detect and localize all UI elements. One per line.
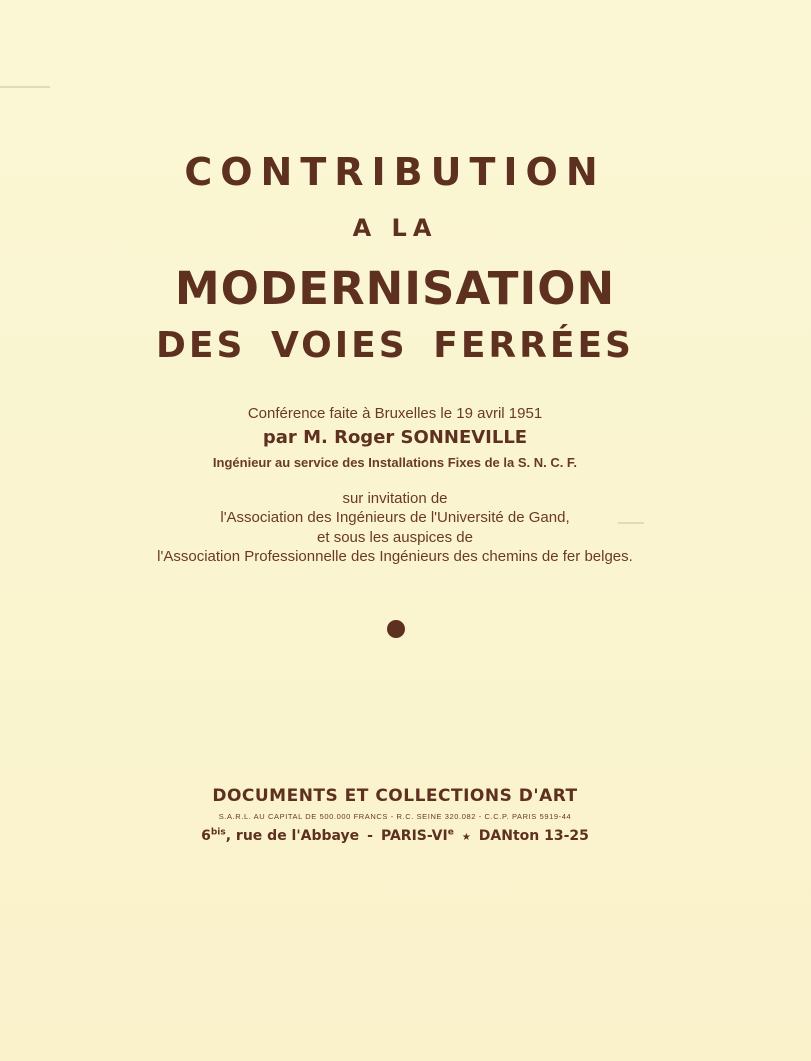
publisher-legal: S.A.R.L. AU CAPITAL DE 500.000 FRANCS - R.C. SEINE 320.082 - C.C.P. PARIS 5919-44	[218, 812, 572, 821]
address-number: 6	[201, 828, 211, 844]
address-number-sup: bis	[210, 827, 226, 838]
address-street: , rue de l'Abbaye	[225, 828, 360, 844]
author-name: par M. Roger SONNEVILLE	[262, 427, 528, 448]
address-city: PARIS-VI	[380, 828, 448, 844]
invitation-line: et sous les auspices de	[317, 529, 473, 546]
paper-stain	[0, 86, 50, 88]
star-separator-icon: ★	[461, 832, 471, 843]
address-city-sup: e	[447, 827, 454, 838]
title-line-4: DES VOIES FERRÉES	[156, 325, 634, 366]
title-line-2: A LA	[352, 214, 438, 242]
invitation-line: l'Association des Ingénieurs de l'Université de Gand,	[220, 509, 570, 526]
title-line-1: CONTRIBUTION	[184, 150, 606, 194]
publisher-name: DOCUMENTS ET COLLECTIONS D'ART	[212, 786, 578, 806]
invitation-line: sur invitation de	[342, 490, 448, 507]
publisher-address: $6^{bis}$, rue de l'Abbaye - PARIS-VIe ★ DANton 13-25	[201, 827, 589, 844]
author-role: Ingénieur au service des Installations Fixes de la S. N. C. F.	[212, 455, 578, 470]
phone-number: DANton 13-25	[478, 828, 589, 844]
title-line-3: MODERNISATION	[174, 262, 616, 315]
ornament-dot-icon	[387, 620, 405, 638]
invitation-line: l'Association Professionnelle des Ingénieurs des chemins de fer belges.	[157, 548, 633, 565]
conference-info: Conférence faite à Bruxelles le 19 avril 1951	[247, 405, 543, 422]
